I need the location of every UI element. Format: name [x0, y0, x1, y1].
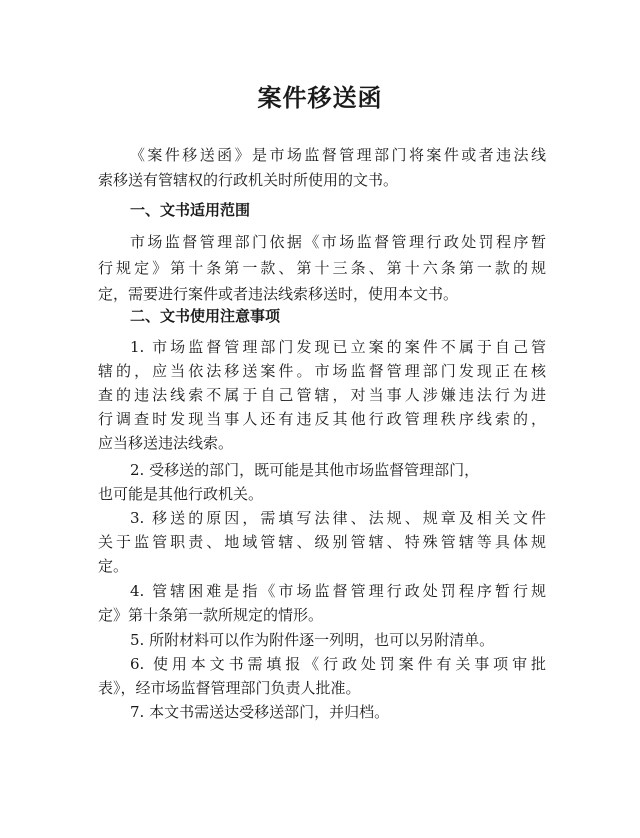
item-4-line: 定》第十条第一款所规定的情形。	[98, 606, 324, 624]
item-1-line: 辖的，应当依法移送案件。市场监督管理部门发现正在核	[98, 362, 546, 380]
item-3-line: 定。	[98, 557, 129, 575]
item-6-line: 表》，经市场监督管理部门负责人批准。	[98, 679, 361, 697]
item-2-line: 2. 受移送的部门，既可能是其他市场监督管理部门，	[130, 461, 480, 479]
section-2-heading: 二、文书使用注意事项	[130, 307, 281, 325]
intro-line: 《案件移送函》是市场监督管理部门将案件或者违法线	[130, 146, 546, 164]
item-1-line: 1. 市场监督管理部门发现已立案的案件不属于自己管	[130, 338, 546, 356]
section-1-line: 定，需要进行案件或者违法线索移送时，使用本文书。	[98, 285, 459, 303]
intro-line: 索移送有管辖权的行政机关时所使用的文书。	[98, 171, 399, 189]
item-2-line: 也可能是其他行政机关。	[98, 485, 264, 503]
item-4-line: 4. 管辖困难是指《市场监督管理行政处罚程序暂行规	[130, 582, 546, 600]
item-1-line: 查的违法线索不属于自己管辖，对当事人涉嫌违法行为进	[98, 386, 546, 404]
item-6-line: 6. 使用本文书需填报《行政处罚案件有关事项审批	[130, 655, 546, 673]
item-1-line: 应当移送违法线索。	[98, 434, 234, 452]
item-7-line: 7. 本文书需送达受移送部门，并归档。	[130, 703, 390, 721]
item-3-line: 关于监管职责、地域管辖、级别管辖、特殊管辖等具体规	[98, 533, 546, 551]
item-1-line: 行调查时发现当事人还有违反其他行政管理秩序线索的，	[98, 410, 546, 428]
section-1-line: 市场监督管理部门依据《市场监督管理行政处罚程序暂	[130, 233, 546, 251]
document-title: 案件移送函	[257, 84, 383, 112]
section-1-heading: 一、文书适用范围	[130, 201, 251, 219]
section-1-line: 行规定》第十条第一款、第十三条、第十六条第一款的规	[98, 259, 546, 277]
item-3-line: 3. 移送的原因，需填写法律、法规、规章及相关文件	[130, 509, 546, 527]
item-5-line: 5. 所附材料可以作为附件逐一列明，也可以另附清单。	[130, 631, 495, 649]
